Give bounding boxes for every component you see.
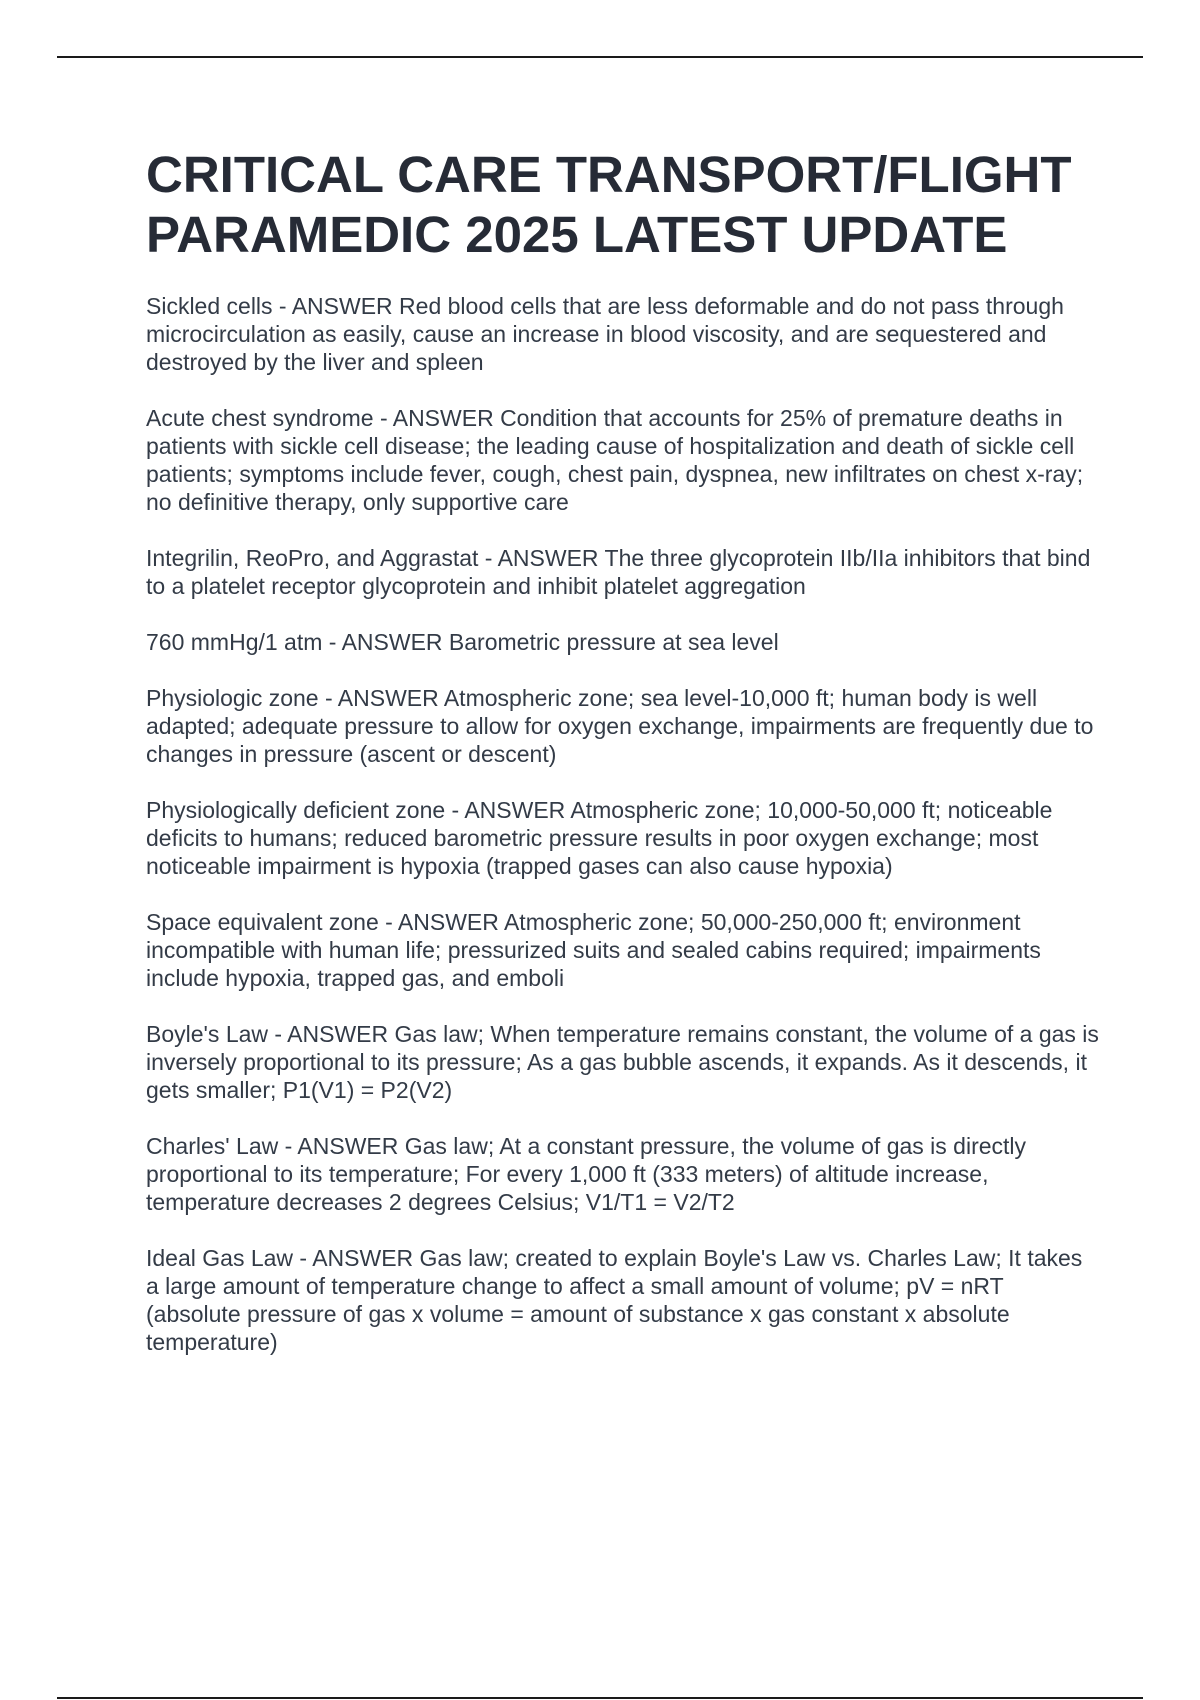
header-rule <box>57 56 1143 58</box>
entry-list <box>146 292 1101 1356</box>
entry-acute-chest-syndrome: Acute chest syndrome - ANSWER Condition that accounts for 25% of premature deaths in patients with sickle cell disease; the leading cause of hospitalization and death of sickle cell patients; symptoms include fever, cough, chest pain, dyspnea, new infiltrates on chest x-ray; no definitive therapy, only supportive care <box>146 405 1084 515</box>
entry-sea-level-pressure: 760 mmHg/1 atm - ANSWER Barometric pressure at sea level <box>146 629 779 655</box>
document-title: CRITICAL CARE TRANSPORT/FLIGHT PARAMEDIC 2025 LATEST UPDATE <box>146 146 1072 263</box>
entry-glycoprotein-inhibitors: Integrilin, ReoPro, and Aggrastat - ANSWER The three glycoprotein IIb/IIa inhibitors that bind to a platelet receptor glycoprotein and inhibit platelet aggregation <box>146 545 1091 599</box>
entry-charles-law: Charles' Law - ANSWER Gas law; At a constant pressure, the volume of gas is directly proportional to its temperature; For every 1,000 ft (333 meters) of altitude increase, temperature decreases 2 degrees Celsius; V1/T1 = V2/T2 <box>146 1133 1027 1215</box>
entry-physiologic-zone: Physiologic zone - ANSWER Atmospheric zone; sea level-10,000 ft; human body is well adapted; adequate pressure to allow for oxygen exchange, impairments are frequently due to changes in pressure (ascent or descent) <box>146 685 1094 767</box>
entry-ideal-gas-law: Ideal Gas Law - ANSWER Gas law; created to explain Boyle's Law vs. Charles Law; It takes a large amount of temperature change to affect a small amount of volume; pV = nRT (absolute pressure of gas x volume = amount of substance x gas constant x absolute temperature) <box>146 1245 1083 1355</box>
entry-space-equivalent-zone: Space equivalent zone - ANSWER Atmospheric zone; 50,000-250,000 ft; environment incompatible with human life; pressurized suits and sealed cabins required; impairments include hypoxia, trapped gas, and emboli <box>146 909 1041 991</box>
entry-boyles-law: Boyle's Law - ANSWER Gas law; When temperature remains constant, the volume of a gas is inversely proportional to its pressure; As a gas bubble ascends, it expands. As it descends, it gets smaller; P1(V1) = P2(V2) <box>146 1021 1099 1103</box>
document-body <box>146 145 1101 1384</box>
entry-sickled-cells: Sickled cells - ANSWER Red blood cells that are less deformable and do not pass through microcirculation as easily, cause an increase in blood viscosity, and are sequestered and destroyed by the liver and spleen <box>146 293 1064 375</box>
entry-physiologically-deficient-zone: Physiologically deficient zone - ANSWER Atmospheric zone; 10,000-50,000 ft; noticeable deficits to humans; reduced barometric pressure results in poor oxygen exchange; most noticeable impairment is hypoxia (trapped gases can also cause hypoxia) <box>146 797 1053 879</box>
footer-rule <box>57 1697 1143 1699</box>
